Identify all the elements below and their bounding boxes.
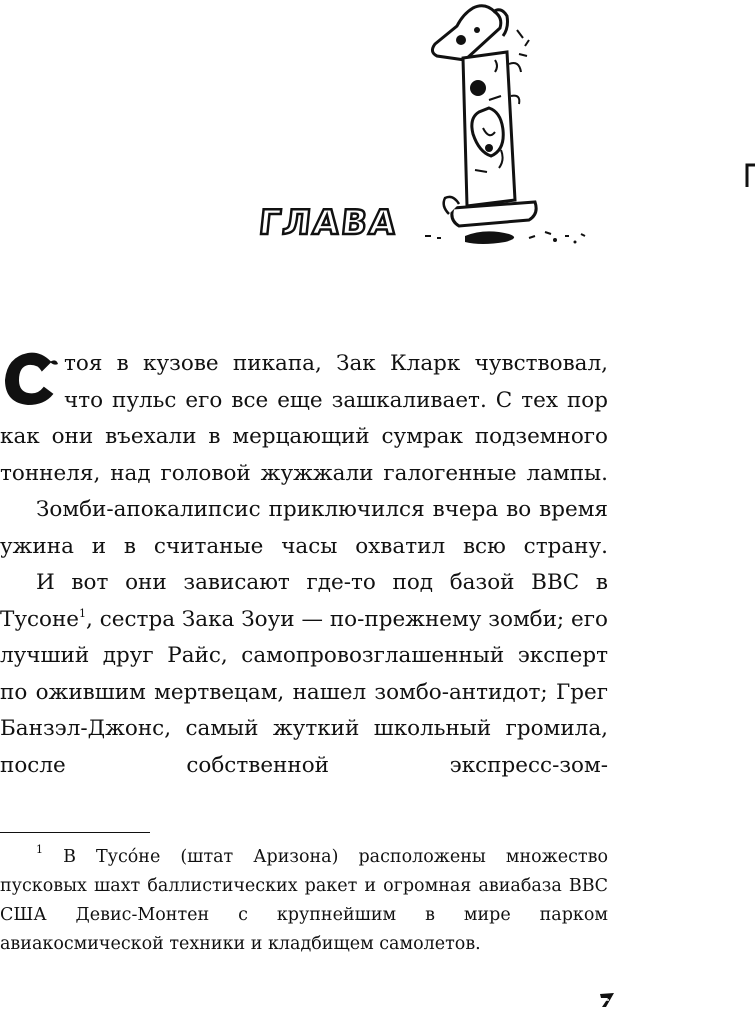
footnote-marker[interactable]: 1 [79, 606, 87, 620]
footnote-divider [0, 832, 150, 833]
drop-cap-glyph [0, 348, 60, 408]
zombie-numeral-one-illustration [405, 0, 595, 250]
paragraph-1-text: тоя в кузове пикапа, Зак Кларк чувствовал, что пульс его все еще зашкаливает. С тех пор как они въехали в мерцающий сумрак подземного тоннеля, над головой жужжали галогенные лампы. [0, 351, 608, 486]
footnote-text-block [0, 843, 608, 959]
drop-cap [0, 348, 60, 408]
chapter-header [255, 0, 600, 255]
footnote [0, 843, 608, 959]
paragraph-3-text-after-note: , сестра Зака Зоуи — по-прежнему зомби; его лучший друг Райс, самопровозглашенный эксперт по ожившим мертвецам, нашел зомбо-антидот; Грег Банзэл-Джонс, самый жуткий школьный громила, после собственной экспресс-зом- [0, 606, 608, 778]
body-text [0, 346, 608, 784]
paragraph-3 [0, 565, 608, 784]
paragraph-3-text-before-note: И вот они зависают где-то под базой ВВС в Тусоне [0, 570, 608, 632]
paragraph-1 [0, 346, 608, 492]
page-number [597, 990, 617, 1010]
edge-fragment-decoration [744, 162, 755, 190]
footnote-number: 1 [36, 843, 43, 856]
footnote-text: В Тусо́не (штат Аризона) расположены множество пусковых шахт баллистических ракет и огромная авиабаза ВВС США Девис-Монтен с крупнейшим в мире парком авиакосмической техники и кладбищем самолетов. [0, 847, 608, 954]
chapter-word: ГЛАВА [256, 203, 400, 243]
paragraph-2: Зомби-апокалипсис приключился вчера во время ужина и в считаные часы охватил всю страну. [0, 497, 608, 559]
